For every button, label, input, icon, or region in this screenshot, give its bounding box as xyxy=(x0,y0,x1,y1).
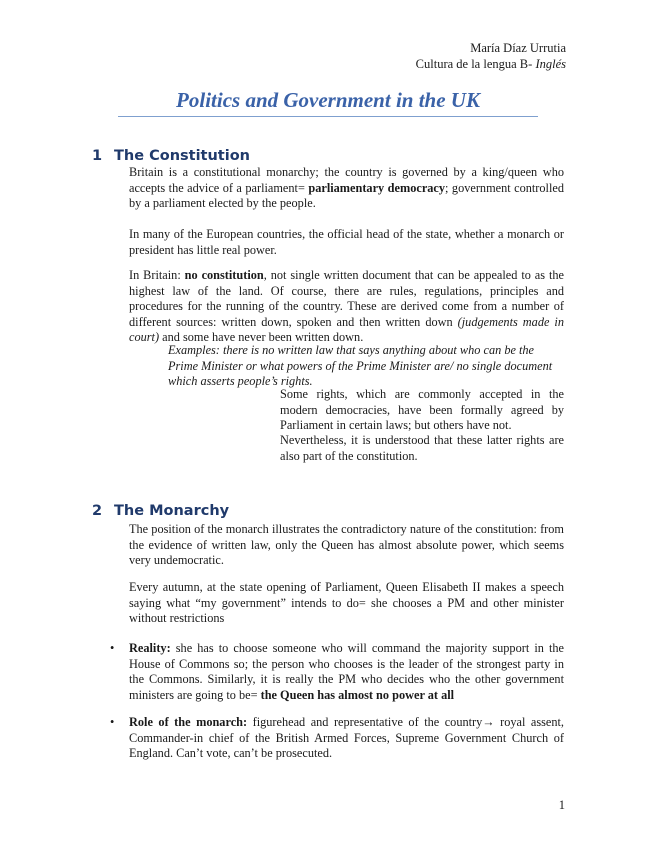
bullet-glyph: • xyxy=(110,715,115,729)
course-name: Cultura de la lengua B- Inglés xyxy=(415,57,566,71)
paragraph-european-countries: In many of the European countries, the official head of the state, whether a monarch or president has little real power. xyxy=(129,227,564,257)
paragraph-rights-understood: Nevertheless, it is understood that these latter rights are also part of the constitution. xyxy=(280,433,564,463)
page-header xyxy=(416,40,566,72)
author-name: María Díaz Urrutia xyxy=(470,41,566,55)
section-heading-monarchy: 2 The Monarchy xyxy=(92,503,230,519)
paragraph-state-opening: Every autumn, at the state opening of Parliament, Queen Elisabeth II makes a speech saying what “my government” intends to do= she chooses a PM and other minister without restrictions xyxy=(129,580,564,626)
page-number: 1 xyxy=(558,798,565,812)
section-heading-constitution: 1 The Constitution xyxy=(92,148,250,164)
bullet-reality: Reality: she has to choose someone who will command the majority support in the House of Commons so; the person who chooses is the leader of the strongest party in the Commons. Similarly, it is really the PM who decides who the other government ministers are going to be= the Queen has almost no power at all xyxy=(129,641,564,702)
bullet-glyph: • xyxy=(110,641,115,655)
bullet-role-of-monarch: Role of the monarch: figurehead and representative of the country→ royal assent, Commander-in chief of the British Armed Forces, Supreme Government Church of England. Can’t vote, can’t be prosecuted. xyxy=(129,715,564,761)
paragraph-constitutional-monarchy: Britain is a constitutional monarchy; the country is governed by a king/queen who accepts the advice of a parliament= parliamentary democracy; government controlled by a parliament elected by the people. xyxy=(129,165,564,211)
paragraph-no-constitution: In Britain: no constitution, not single written document that can be appealed to as the highest law of the land. Of course, there are rules, regulations, principles and procedures for the running of the country. These are derived come from a number of different sources: written down, spoken and then written down (judgements made in court) and some have never been written down. xyxy=(129,268,564,345)
paragraph-monarch-position: The position of the monarch illustrates the contradictory nature of the constitution: from the evidence of written law, only the Queen has almost absolute power, which seems very undemocratic. xyxy=(129,522,564,568)
paragraph-rights-agreed: Some rights, which are commonly accepted in the modern democracies, have been formally agreed by Parliament in certain laws; but others have not. xyxy=(280,387,564,433)
example-paragraph: Examples: there is no written law that says anything about who can be the Prime Minister or what powers of the Prime Minister are/ no single document which asserts people’s rights. xyxy=(168,343,553,389)
document-title: Politics and Government in the UK xyxy=(118,88,538,117)
